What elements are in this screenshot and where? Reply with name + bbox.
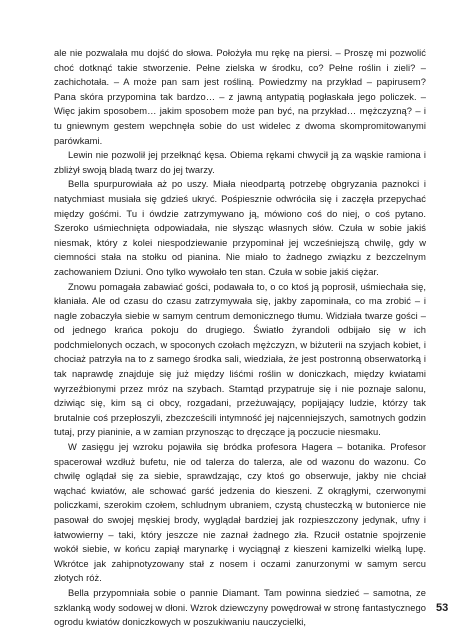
paragraph-1: ale nie pozwalała mu dojść do słowa. Położyła mu rękę na piersi. – Proszę mi pozwolić choć dotknąć takie stworzenie. Pełne zielska w środku, co? Pełne roślin i zieli? – zachichotała. – A może pan sam jest rośliną. Powiedzmy na przykład – papirusem? Pana skóra przypomina tak bardzo… – z jawną antypatią pogłaskała jego policzek. – Więc jakim sposobem… jakim sposobem może pan być, na przykład… mężczyzną? – i tu gniewnym gestem wepchnęła sobie do ust widelec z dwoma skompromitowanymi parówkami. — [54, 48, 426, 146]
paragraph-3: Bella spurpurowiała aż po uszy. Miała nieodpartą potrzebę obgryzania paznokci i natychmiast musiała się gdzieś ukryć. Pośpiesznie odwróciła się i zaczęła przepychać między gośćmi. Tu i ówdzie zatrzymywano ją, mówiono coś do niej, o coś pytano. Szeroko uśmiechnięta odpowiadała, nie słysząc własnych słów. Czuła w sobie jakiś niesmak, który z kolei niespodziewanie przypominał jej wcześniejszą chwilę, gdy w ciemności stała na stołku od pianina. Nie miało to żadnego związku z bezczelnym zachowaniem Dziuni. Ono tylko wywołało ten stan. Czuła w sobie jakiś ciężar. — [54, 179, 426, 277]
paragraph-4: Znowu pomagała zabawiać gości, podawała to, o co ktoś ją poprosił, uśmiechała się, kłaniała. Ale od czasu do czasu zatrzymywała się, jakby zapominała, co ma zrobić – i nagle zobaczyła siebie w samym centrum demonicznego tłumu. Widziała twarze gości – od jednego krańca pokoju do drugiego. Światło żyrandoli odbijało się w ich podchmielonych oczach, w spoconych czołach mężczyzn, w biżuterii na szyjach kobiet, i chociaż patrzyła na to z samego środka sali, wiedziała, że jest postronną obserwatorką i tak naprawdę znajduje się już między liśćmi roślin w doniczkach, między kwiatami wyrzeźbionymi przez mróz na szybach. Stamtąd przypatruje się i nie poznaje salonu, dziwiąc się, kim są ci obcy, rozgadani, przeżuwający, popijający ludzie, którzy tak brutalnie coś przepłoszyli, zbezcześcili intymność jej najcenniejszych, samotnych godzin tutaj, przy pianinie, a w zamian przynosząc to dręczące ją poczucie niesmaku. — [54, 281, 426, 438]
body-text — [54, 46, 426, 630]
page-number: 53 — [436, 602, 449, 614]
paragraph-5: W zasięgu jej wzroku pojawiła się bródka profesora Hagera – botanika. Profesor spacerował wzdłuż bufetu, nie od talerza do talerza, ale od wazonu do wazonu. Co chwilę oglądał się za siebie, sprawdzając, czy ktoś go obserwuje, jakby nie chciał wąchać kwiatów, ale schować garść jedzenia do kieszeni. Z okrągłymi, czerwonymi policzkami, szerokim czołem, schludnym ubraniem, czystą chusteczką w butonierce nie pasował do swojej męskiej brody, wyglądał bardziej jak rozpieszczony jedynak, ufny i łatwowierny – taki, który jeszcze nie zaznał żadnego zła. Rzucił ostatnie spojrzenie wokół siebie, w końcu zapiął marynarkę i wyciągnął z kieszeni kamizelki wielką lupę. Wkrótce jak zahipnotyzowany stał z nosem i oczami zanurzonymi w samym sercu złotych róż. — [54, 442, 426, 584]
paragraph-6: Bella przypomniała sobie o pannie Diamant. Tam powinna siedzieć – samotna, ze szklanką wody sodowej w dłoni. Wzrok dziewczyny powędrował w stronę fantastycznego ogrodu kwiatów doniczkowych w poszukiwaniu nauczycielki, — [54, 587, 426, 628]
paragraph-2: Lewin nie pozwolił jej przełknąć kęsa. Obiema rękami chwycił ją za wąskie ramiona i zbliżył swoją bladą twarz do jej twarzy. — [54, 150, 426, 175]
